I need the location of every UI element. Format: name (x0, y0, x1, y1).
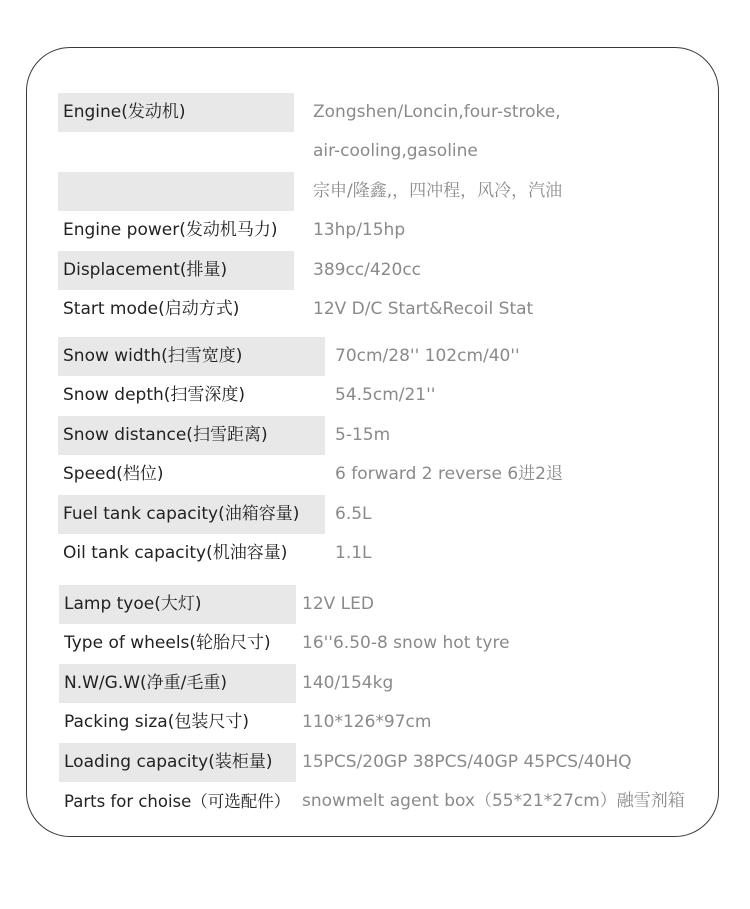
spec-value: Zongshen/Loncin,four-stroke, (313, 102, 561, 122)
spec-row (0, 495, 750, 534)
spec-label (58, 132, 294, 171)
spec-label: Loading capacity(装柜量) (59, 743, 296, 782)
spec-row (0, 251, 750, 290)
spec-label: Speed(档位) (63, 464, 164, 484)
spec-value: 13hp/15hp (313, 220, 406, 240)
spec-value: 70cm/28'' 102cm/40'' (335, 346, 520, 366)
spec-value: 6.5L (335, 504, 372, 524)
spec-row (0, 93, 750, 132)
spec-label: Snow depth(扫雪深度) (63, 385, 246, 405)
spec-row (0, 743, 750, 782)
spec-label: Type of wheels(轮胎尺寸) (64, 633, 271, 653)
spec-row (0, 664, 750, 703)
spec-value: snowmelt agent box（55*21*27cm）融雪剂箱 (302, 791, 685, 811)
spec-label: Parts for choise（可选配件） (64, 792, 291, 811)
spec-row (0, 455, 750, 494)
spec-row (0, 416, 750, 455)
spec-row (0, 585, 750, 624)
spec-value: 54.5cm/21'' (335, 385, 436, 405)
spec-row (0, 172, 750, 211)
spec-row (0, 376, 750, 415)
spec-row (0, 703, 750, 742)
spec-value: 6 forward 2 reverse 6进2退 (335, 464, 563, 484)
spec-label: Snow distance(扫雪距离) (58, 416, 325, 455)
spec-label: Displacement(排量) (58, 251, 294, 290)
spec-row (0, 132, 750, 171)
spec-row (0, 211, 750, 250)
spec-row (0, 534, 750, 573)
spec-value: 15PCS/20GP 38PCS/40GP 45PCS/40HQ (302, 752, 632, 772)
spec-label: Packing siza(包装尺寸) (64, 712, 249, 732)
spec-value: 110*126*97cm (302, 712, 432, 732)
spec-value: 5-15m (335, 425, 391, 445)
spec-label: Engine(发动机) (58, 93, 294, 132)
spec-label: Lamp tyoe(大灯) (59, 585, 296, 624)
spec-row (0, 782, 750, 821)
spec-value: 140/154kg (302, 673, 394, 693)
spec-value: 12V LED (302, 594, 374, 614)
spec-row (0, 337, 750, 376)
spec-row (0, 290, 750, 329)
spec-label: Oil tank capacity(机油容量) (63, 543, 288, 563)
spec-row (0, 624, 750, 663)
spec-value: 宗申/隆鑫,，四冲程，风冷，汽油 (313, 181, 563, 201)
spec-label: Snow width(扫雪宽度) (58, 337, 325, 376)
spec-label: Start mode(启动方式) (63, 299, 240, 319)
spec-value: air-cooling,gasoline (313, 141, 478, 161)
spec-label (58, 172, 294, 211)
spec-label: Fuel tank capacity(油箱容量) (58, 495, 325, 534)
spec-value: 12V D/C Start&Recoil Stat (313, 299, 534, 319)
spec-label: Engine power(发动机马力) (63, 220, 278, 240)
spec-label: N.W/G.W(净重/毛重) (59, 664, 296, 703)
spec-value: 16''6.50-8 snow hot tyre (302, 633, 510, 653)
spec-value: 389cc/420cc (313, 260, 422, 280)
spec-value: 1.1L (335, 543, 372, 563)
